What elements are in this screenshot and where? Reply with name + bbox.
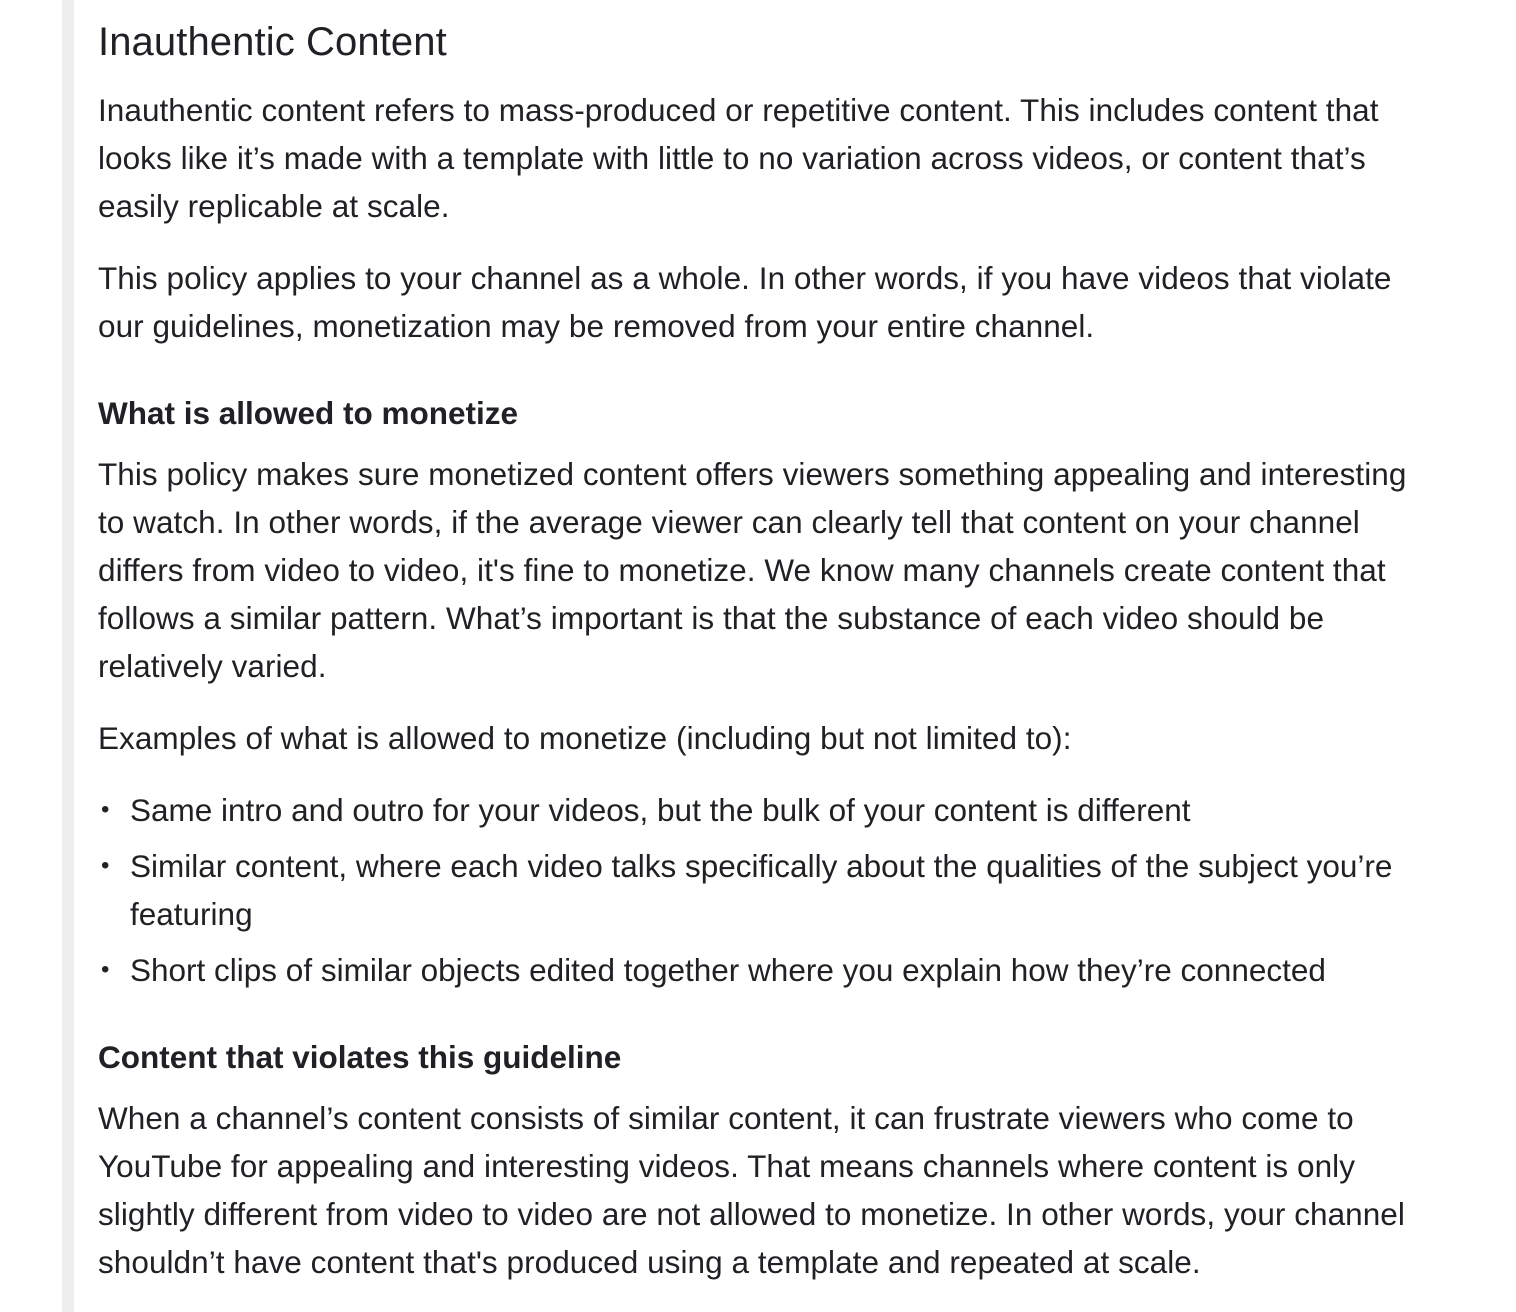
intro-paragraph-1: Inauthentic content refers to mass-produced or repetitive content. This includes content that looks like it’s made with a template with little to no variation across videos, or content that’s easily replicable at scale. [98, 92, 1379, 224]
bullet-icon: • [101, 956, 110, 983]
list-item-text: Same intro and outro for your videos, but the bulk of your content is different [130, 792, 1191, 828]
examples-intro: Examples of what is allowed to monetize (including but not limited to): [98, 720, 1072, 756]
left-border-rule [62, 0, 74, 1312]
bullet-icon: • [101, 796, 110, 823]
violates-body: When a channel’s content consists of similar content, it can frustrate viewers who come to YouTube for appealing and interesting videos. That means channels where content is only slightly different from video to video are not allowed to monetize. In other words, your channel shouldn’t have content that's produced using a template and repeated at scale. [98, 1100, 1405, 1280]
intro-paragraph-2: This policy applies to your channel as a whole. In other words, if you have videos that violate our guidelines, monetization may be removed from your entire channel. [98, 260, 1392, 344]
list-item [98, 946, 1488, 994]
bullet-icon: • [101, 852, 110, 879]
list-item-text: Similar content, where each video talks specifically about the qualities of the subject you’re featuring [130, 848, 1393, 932]
violates-heading: Content that violates this guideline [98, 1039, 622, 1075]
allowed-heading: What is allowed to monetize [98, 395, 519, 431]
examples-list [98, 786, 1488, 1002]
allowed-body: This policy makes sure monetized content offers viewers something appealing and interesting to watch. In other words, if the average viewer can clearly tell that content on your channel differs from video to video, it's fine to monetize. We know many channels create content that follows a similar pattern. What’s important is that the substance of each video should be relatively varied. [98, 456, 1407, 684]
list-item [98, 842, 1488, 938]
list-item-text: Short clips of similar objects edited together where you explain how they’re connected [130, 952, 1326, 988]
list-item [98, 786, 1488, 834]
page-title: Inauthentic Content [98, 20, 447, 64]
